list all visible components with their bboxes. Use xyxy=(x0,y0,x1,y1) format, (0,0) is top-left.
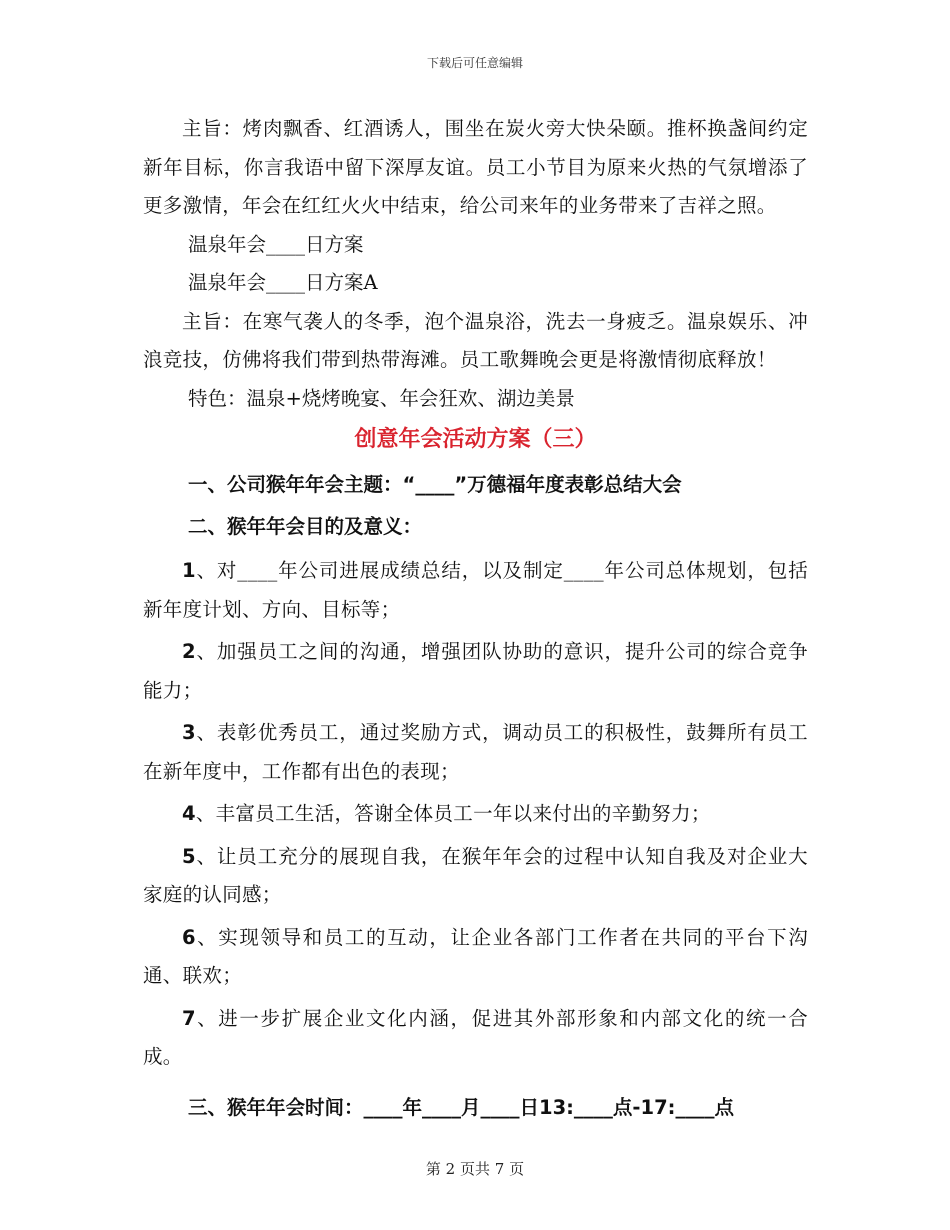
item-number: 5 xyxy=(182,844,196,868)
item-text: 、对____年公司进展成绩总结，以及制定____年公司总体规划，包括新年度计划、方向、目标等； xyxy=(143,559,808,621)
hot-spring-plan-line: 温泉年会____日方案 xyxy=(188,232,364,256)
item-number: 7 xyxy=(182,1006,196,1030)
item-number: 3 xyxy=(182,721,196,744)
feature-line: 特色：温泉+烧烤晚宴、年会狂欢、湖边美景 xyxy=(188,386,575,410)
list-item xyxy=(143,714,808,791)
section-title: 创意年会活动方案（三） xyxy=(354,427,597,452)
page-footer: 第 2 页共 7 页 xyxy=(425,1160,525,1178)
list-item xyxy=(143,1000,808,1077)
heading-time: 三、猴年年会时间：____年____月____日13:____点-17:____点 xyxy=(188,1095,734,1119)
heading-purpose: 二、猴年年会目的及意义： xyxy=(188,515,423,538)
item-text: 、实现领导和员工的互动，让企业各部门工作者在共同的平台下沟通、联欢； xyxy=(143,925,808,987)
list-item xyxy=(143,919,808,996)
paragraph-bbq-theme: 主旨：烤肉飘香、红酒诱人，围坐在炭火旁大快朵颐。推杯换盏间约定新年目标，你言我语中留下深厚友谊。员工小节目为原来火热的气氛增添了更多激情，年会在红红火火中结束，给公司来年的业务带来了吉祥之照。 xyxy=(143,117,808,217)
item-text: 、表彰优秀员工，通过奖励方式，调动员工的积极性，鼓舞所有员工在新年度中，工作都有出色的表现； xyxy=(143,721,808,783)
item-number: 4 xyxy=(182,802,196,825)
item-text: 、让员工充分的展现自我，在猴年年会的过程中认知自我及对企业大家庭的认同感； xyxy=(143,844,808,906)
document-body xyxy=(143,110,808,1129)
item-text: 、加强员工之间的沟通，增强团队协助的意识，提升公司的综合竞争能力； xyxy=(143,640,808,702)
item-number: 1 xyxy=(182,559,196,582)
paragraph-hot-spring-theme: 主旨：在寒气袭人的冬季，泡个温泉浴，洗去一身疲乏。温泉娱乐、冲浪竞技，仿佛将我们带到热带海滩。员工歌舞晚会更是将激情彻底释放！ xyxy=(143,309,808,371)
list-item xyxy=(143,633,808,710)
item-number: 6 xyxy=(182,925,196,949)
list-item xyxy=(143,795,808,834)
list-item xyxy=(143,552,808,629)
list-item xyxy=(143,838,808,915)
page-header: 下载后可任意编辑 xyxy=(426,56,523,70)
item-text: 、进一步扩展企业文化内涵，促进其外部形象和内部文化的统一合成。 xyxy=(143,1006,808,1068)
item-text: 、丰富员工生活，答谢全体员工一年以来付出的辛勤努力； xyxy=(195,802,711,825)
item-number: 2 xyxy=(182,640,196,663)
purpose-list xyxy=(143,552,808,1077)
hot-spring-plan-a-line: 温泉年会____日方案A xyxy=(188,271,378,294)
heading-theme: 一、公司猴年年会主题：“____”万德福年度表彰总结大会 xyxy=(188,473,682,496)
